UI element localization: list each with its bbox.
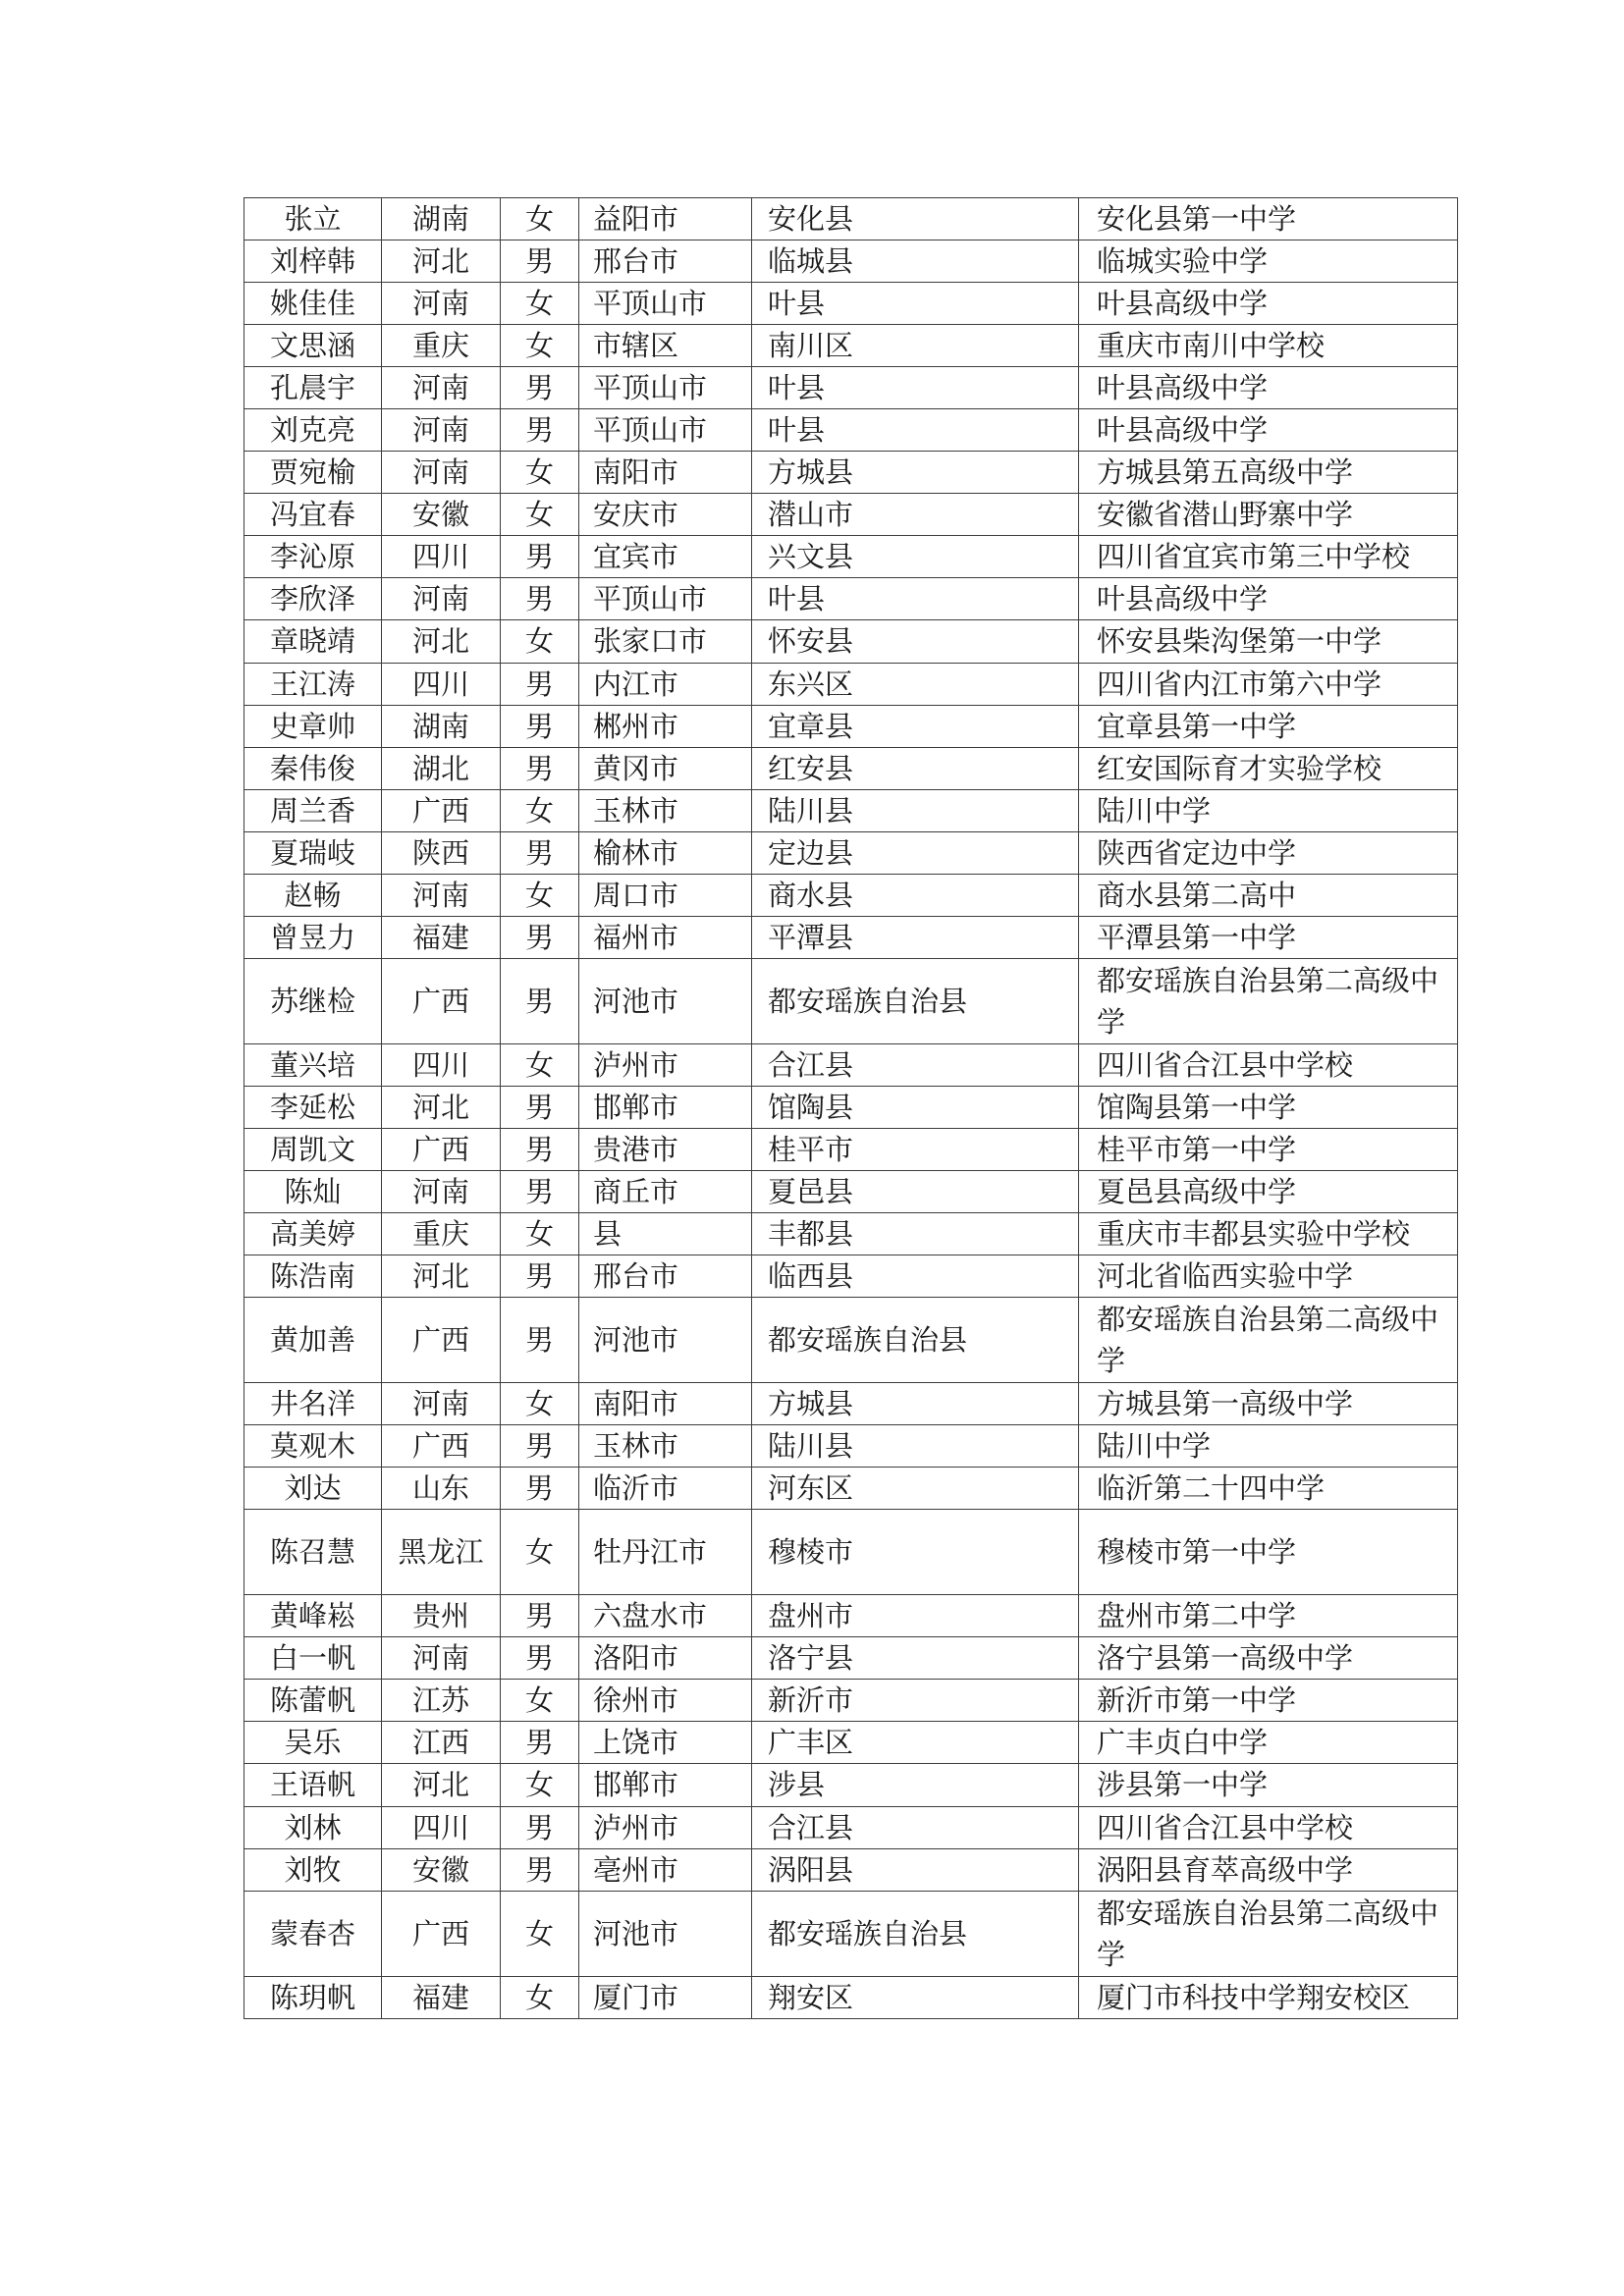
province-cell: 河北 — [382, 1086, 501, 1128]
school-cell: 安徽省潜山野寨中学 — [1079, 494, 1458, 536]
name-cell: 赵畅 — [244, 874, 382, 916]
gender-cell: 女 — [501, 1043, 579, 1086]
province-cell: 河南 — [382, 367, 501, 409]
school-cell: 方城县第一高级中学 — [1079, 1383, 1458, 1425]
table-row — [244, 283, 1458, 325]
county-cell: 陆川县 — [752, 789, 1079, 831]
province-cell: 广西 — [382, 958, 501, 1043]
table-row — [244, 494, 1458, 536]
county-cell: 叶县 — [752, 578, 1079, 620]
student-roster-table — [244, 197, 1458, 2019]
city-cell: 商丘市 — [579, 1170, 752, 1212]
county-cell: 都安瑶族自治县 — [752, 1298, 1079, 1383]
school-cell: 陆川中学 — [1079, 789, 1458, 831]
province-cell: 安徽 — [382, 1848, 501, 1891]
name-cell: 高美婷 — [244, 1213, 382, 1255]
school-cell: 平潭县第一中学 — [1079, 916, 1458, 958]
city-cell: 张家口市 — [579, 620, 752, 663]
province-cell: 河北 — [382, 240, 501, 283]
province-cell: 河南 — [382, 1383, 501, 1425]
gender-cell: 男 — [501, 409, 579, 452]
gender-cell: 女 — [501, 494, 579, 536]
city-cell: 内江市 — [579, 663, 752, 705]
province-cell: 广西 — [382, 1128, 501, 1170]
gender-cell: 男 — [501, 1806, 579, 1848]
school-cell: 叶县高级中学 — [1079, 367, 1458, 409]
table-row — [244, 747, 1458, 789]
province-cell: 广西 — [382, 1425, 501, 1468]
city-cell: 玉林市 — [579, 789, 752, 831]
name-cell: 冯宜春 — [244, 494, 382, 536]
name-cell: 黄峰崧 — [244, 1595, 382, 1637]
county-cell: 临城县 — [752, 240, 1079, 283]
county-cell: 潜山市 — [752, 494, 1079, 536]
province-cell: 安徽 — [382, 494, 501, 536]
school-cell: 临沂第二十四中学 — [1079, 1468, 1458, 1510]
school-cell: 新沂市第一中学 — [1079, 1680, 1458, 1722]
school-cell: 都安瑶族自治县第二高级中学 — [1079, 1891, 1458, 1976]
city-cell: 邢台市 — [579, 240, 752, 283]
city-cell: 郴州市 — [579, 705, 752, 747]
school-cell: 广丰贞白中学 — [1079, 1722, 1458, 1764]
name-cell: 刘梓韩 — [244, 240, 382, 283]
school-cell: 叶县高级中学 — [1079, 283, 1458, 325]
county-cell: 新沂市 — [752, 1680, 1079, 1722]
county-cell: 翔安区 — [752, 1976, 1079, 2018]
county-cell: 宜章县 — [752, 705, 1079, 747]
school-cell: 重庆市丰都县实验中学校 — [1079, 1213, 1458, 1255]
name-cell: 夏瑞岐 — [244, 831, 382, 874]
name-cell: 陈灿 — [244, 1170, 382, 1212]
province-cell: 河南 — [382, 1170, 501, 1212]
name-cell: 文思涵 — [244, 325, 382, 367]
name-cell: 王语帆 — [244, 1764, 382, 1806]
province-cell: 陕西 — [382, 831, 501, 874]
table-row — [244, 1848, 1458, 1891]
name-cell: 孔晨宇 — [244, 367, 382, 409]
county-cell: 盘州市 — [752, 1595, 1079, 1637]
school-cell: 夏邑县高级中学 — [1079, 1170, 1458, 1212]
table-row — [244, 198, 1458, 240]
gender-cell: 男 — [501, 536, 579, 578]
county-cell: 叶县 — [752, 283, 1079, 325]
name-cell: 蒙春杏 — [244, 1891, 382, 1976]
table-row — [244, 663, 1458, 705]
county-cell: 定边县 — [752, 831, 1079, 874]
table-row — [244, 240, 1458, 283]
city-cell: 河池市 — [579, 1298, 752, 1383]
county-cell: 兴文县 — [752, 536, 1079, 578]
city-cell: 牡丹江市 — [579, 1510, 752, 1595]
county-cell: 洛宁县 — [752, 1637, 1079, 1680]
school-cell: 红安国际育才实验学校 — [1079, 747, 1458, 789]
name-cell: 刘克亮 — [244, 409, 382, 452]
school-cell: 涡阳县育萃高级中学 — [1079, 1848, 1458, 1891]
gender-cell: 男 — [501, 831, 579, 874]
province-cell: 河南 — [382, 1637, 501, 1680]
gender-cell: 女 — [501, 1383, 579, 1425]
name-cell: 贾宛榆 — [244, 452, 382, 494]
gender-cell: 男 — [501, 1637, 579, 1680]
city-cell: 邯郸市 — [579, 1086, 752, 1128]
name-cell: 白一帆 — [244, 1637, 382, 1680]
city-cell: 益阳市 — [579, 198, 752, 240]
city-cell: 泸州市 — [579, 1043, 752, 1086]
county-cell: 方城县 — [752, 1383, 1079, 1425]
gender-cell: 男 — [501, 663, 579, 705]
name-cell: 苏继检 — [244, 958, 382, 1043]
name-cell: 董兴培 — [244, 1043, 382, 1086]
school-cell: 都安瑶族自治县第二高级中学 — [1079, 958, 1458, 1043]
city-cell: 临沂市 — [579, 1468, 752, 1510]
name-cell: 吴乐 — [244, 1722, 382, 1764]
city-cell: 玉林市 — [579, 1425, 752, 1468]
county-cell: 合江县 — [752, 1806, 1079, 1848]
gender-cell: 男 — [501, 367, 579, 409]
gender-cell: 女 — [501, 1976, 579, 2018]
table-row — [244, 1510, 1458, 1595]
table-row — [244, 1425, 1458, 1468]
name-cell: 井名洋 — [244, 1383, 382, 1425]
name-cell: 周凯文 — [244, 1128, 382, 1170]
city-cell: 南阳市 — [579, 452, 752, 494]
school-cell: 宜章县第一中学 — [1079, 705, 1458, 747]
city-cell: 平顶山市 — [579, 283, 752, 325]
city-cell: 周口市 — [579, 874, 752, 916]
school-cell: 穆棱市第一中学 — [1079, 1510, 1458, 1595]
table-row — [244, 325, 1458, 367]
table-row — [244, 1468, 1458, 1510]
city-cell: 榆林市 — [579, 831, 752, 874]
roster-body — [244, 198, 1458, 2019]
name-cell: 李沁原 — [244, 536, 382, 578]
table-row — [244, 1213, 1458, 1255]
province-cell: 湖南 — [382, 705, 501, 747]
table-row — [244, 1637, 1458, 1680]
school-cell: 四川省宜宾市第三中学校 — [1079, 536, 1458, 578]
table-row — [244, 1680, 1458, 1722]
gender-cell: 女 — [501, 1764, 579, 1806]
gender-cell: 女 — [501, 325, 579, 367]
table-row — [244, 1764, 1458, 1806]
province-cell: 河南 — [382, 409, 501, 452]
province-cell: 河北 — [382, 1255, 501, 1298]
gender-cell: 女 — [501, 1891, 579, 1976]
name-cell: 刘林 — [244, 1806, 382, 1848]
county-cell: 红安县 — [752, 747, 1079, 789]
table-row — [244, 789, 1458, 831]
city-cell: 河池市 — [579, 1891, 752, 1976]
province-cell: 河南 — [382, 452, 501, 494]
province-cell: 广西 — [382, 789, 501, 831]
table-row — [244, 916, 1458, 958]
school-cell: 厦门市科技中学翔安校区 — [1079, 1976, 1458, 2018]
gender-cell: 女 — [501, 620, 579, 663]
gender-cell: 男 — [501, 240, 579, 283]
county-cell: 安化县 — [752, 198, 1079, 240]
province-cell: 黑龙江 — [382, 1510, 501, 1595]
table-row — [244, 536, 1458, 578]
table-row — [244, 1976, 1458, 2018]
gender-cell: 男 — [501, 705, 579, 747]
city-cell: 厦门市 — [579, 1976, 752, 2018]
city-cell: 亳州市 — [579, 1848, 752, 1891]
name-cell: 秦伟俊 — [244, 747, 382, 789]
province-cell: 四川 — [382, 536, 501, 578]
gender-cell: 男 — [501, 578, 579, 620]
school-cell: 陕西省定边中学 — [1079, 831, 1458, 874]
gender-cell: 男 — [501, 1468, 579, 1510]
gender-cell: 女 — [501, 874, 579, 916]
province-cell: 河南 — [382, 874, 501, 916]
gender-cell: 女 — [501, 452, 579, 494]
gender-cell: 男 — [501, 747, 579, 789]
gender-cell: 男 — [501, 1722, 579, 1764]
school-cell: 叶县高级中学 — [1079, 578, 1458, 620]
province-cell: 重庆 — [382, 1213, 501, 1255]
county-cell: 叶县 — [752, 367, 1079, 409]
city-cell: 安庆市 — [579, 494, 752, 536]
table-row — [244, 1806, 1458, 1848]
name-cell: 陈召慧 — [244, 1510, 382, 1595]
name-cell: 史章帅 — [244, 705, 382, 747]
gender-cell: 女 — [501, 198, 579, 240]
name-cell: 李延松 — [244, 1086, 382, 1128]
city-cell: 泸州市 — [579, 1806, 752, 1848]
school-cell: 方城县第五高级中学 — [1079, 452, 1458, 494]
city-cell: 洛阳市 — [579, 1637, 752, 1680]
county-cell: 夏邑县 — [752, 1170, 1079, 1212]
gender-cell: 男 — [501, 1255, 579, 1298]
table-row — [244, 705, 1458, 747]
county-cell: 南川区 — [752, 325, 1079, 367]
province-cell: 广西 — [382, 1891, 501, 1976]
county-cell: 都安瑶族自治县 — [752, 958, 1079, 1043]
school-cell: 盘州市第二中学 — [1079, 1595, 1458, 1637]
county-cell: 商水县 — [752, 874, 1079, 916]
gender-cell: 女 — [501, 1510, 579, 1595]
gender-cell: 女 — [501, 789, 579, 831]
province-cell: 四川 — [382, 1043, 501, 1086]
city-cell: 邯郸市 — [579, 1764, 752, 1806]
table-row — [244, 1255, 1458, 1298]
school-cell: 桂平市第一中学 — [1079, 1128, 1458, 1170]
county-cell: 馆陶县 — [752, 1086, 1079, 1128]
table-row — [244, 1595, 1458, 1637]
name-cell: 张立 — [244, 198, 382, 240]
table-row — [244, 958, 1458, 1043]
gender-cell: 女 — [501, 283, 579, 325]
school-cell: 陆川中学 — [1079, 1425, 1458, 1468]
name-cell: 李欣泽 — [244, 578, 382, 620]
city-cell: 平顶山市 — [579, 409, 752, 452]
province-cell: 山东 — [382, 1468, 501, 1510]
table-row — [244, 1170, 1458, 1212]
name-cell: 陈浩南 — [244, 1255, 382, 1298]
school-cell: 涉县第一中学 — [1079, 1764, 1458, 1806]
gender-cell: 男 — [501, 1595, 579, 1637]
table-row — [244, 1891, 1458, 1976]
city-cell: 六盘水市 — [579, 1595, 752, 1637]
county-cell: 叶县 — [752, 409, 1079, 452]
name-cell: 章晓靖 — [244, 620, 382, 663]
province-cell: 四川 — [382, 1806, 501, 1848]
province-cell: 四川 — [382, 663, 501, 705]
county-cell: 河东区 — [752, 1468, 1079, 1510]
city-cell: 县 — [579, 1213, 752, 1255]
province-cell: 福建 — [382, 916, 501, 958]
county-cell: 方城县 — [752, 452, 1079, 494]
city-cell: 平顶山市 — [579, 367, 752, 409]
table-row — [244, 367, 1458, 409]
table-row — [244, 620, 1458, 663]
school-cell: 馆陶县第一中学 — [1079, 1086, 1458, 1128]
gender-cell: 男 — [501, 916, 579, 958]
city-cell: 市辖区 — [579, 325, 752, 367]
gender-cell: 女 — [501, 1680, 579, 1722]
county-cell: 陆川县 — [752, 1425, 1079, 1468]
name-cell: 莫观木 — [244, 1425, 382, 1468]
province-cell: 河南 — [382, 578, 501, 620]
table-row — [244, 1043, 1458, 1086]
school-cell: 四川省合江县中学校 — [1079, 1806, 1458, 1848]
province-cell: 江苏 — [382, 1680, 501, 1722]
city-cell: 上饶市 — [579, 1722, 752, 1764]
city-cell: 福州市 — [579, 916, 752, 958]
name-cell: 姚佳佳 — [244, 283, 382, 325]
table-row — [244, 452, 1458, 494]
county-cell: 合江县 — [752, 1043, 1079, 1086]
county-cell: 平潭县 — [752, 916, 1079, 958]
gender-cell: 女 — [501, 1213, 579, 1255]
province-cell: 湖北 — [382, 747, 501, 789]
gender-cell: 男 — [501, 1128, 579, 1170]
school-cell: 河北省临西实验中学 — [1079, 1255, 1458, 1298]
school-cell: 都安瑶族自治县第二高级中学 — [1079, 1298, 1458, 1383]
gender-cell: 男 — [501, 1086, 579, 1128]
school-cell: 四川省合江县中学校 — [1079, 1043, 1458, 1086]
table-row — [244, 831, 1458, 874]
table-row — [244, 1722, 1458, 1764]
gender-cell: 男 — [501, 958, 579, 1043]
province-cell: 江西 — [382, 1722, 501, 1764]
county-cell: 丰都县 — [752, 1213, 1079, 1255]
table-row — [244, 1383, 1458, 1425]
school-cell: 叶县高级中学 — [1079, 409, 1458, 452]
name-cell: 王江涛 — [244, 663, 382, 705]
school-cell: 重庆市南川中学校 — [1079, 325, 1458, 367]
province-cell: 广西 — [382, 1298, 501, 1383]
school-cell: 安化县第一中学 — [1079, 198, 1458, 240]
city-cell: 南阳市 — [579, 1383, 752, 1425]
city-cell: 宜宾市 — [579, 536, 752, 578]
name-cell: 周兰香 — [244, 789, 382, 831]
city-cell: 贵港市 — [579, 1128, 752, 1170]
city-cell: 邢台市 — [579, 1255, 752, 1298]
province-cell: 河北 — [382, 620, 501, 663]
province-cell: 河南 — [382, 283, 501, 325]
gender-cell: 男 — [501, 1298, 579, 1383]
school-cell: 临城实验中学 — [1079, 240, 1458, 283]
county-cell: 穆棱市 — [752, 1510, 1079, 1595]
table-row — [244, 578, 1458, 620]
school-cell: 洛宁县第一高级中学 — [1079, 1637, 1458, 1680]
table-row — [244, 1298, 1458, 1383]
county-cell: 怀安县 — [752, 620, 1079, 663]
county-cell: 涡阳县 — [752, 1848, 1079, 1891]
school-cell: 商水县第二高中 — [1079, 874, 1458, 916]
city-cell: 河池市 — [579, 958, 752, 1043]
name-cell: 刘达 — [244, 1468, 382, 1510]
province-cell: 河北 — [382, 1764, 501, 1806]
county-cell: 临西县 — [752, 1255, 1079, 1298]
table-row — [244, 1086, 1458, 1128]
county-cell: 桂平市 — [752, 1128, 1079, 1170]
name-cell: 陈蕾帆 — [244, 1680, 382, 1722]
name-cell: 黄加善 — [244, 1298, 382, 1383]
county-cell: 涉县 — [752, 1764, 1079, 1806]
gender-cell: 男 — [501, 1425, 579, 1468]
province-cell: 湖南 — [382, 198, 501, 240]
gender-cell: 男 — [501, 1848, 579, 1891]
name-cell: 刘牧 — [244, 1848, 382, 1891]
gender-cell: 男 — [501, 1170, 579, 1212]
name-cell: 陈玥帆 — [244, 1976, 382, 2018]
table-row — [244, 409, 1458, 452]
school-cell: 四川省内江市第六中学 — [1079, 663, 1458, 705]
province-cell: 贵州 — [382, 1595, 501, 1637]
school-cell: 怀安县柴沟堡第一中学 — [1079, 620, 1458, 663]
city-cell: 平顶山市 — [579, 578, 752, 620]
county-cell: 都安瑶族自治县 — [752, 1891, 1079, 1976]
province-cell: 福建 — [382, 1976, 501, 2018]
table-row — [244, 874, 1458, 916]
name-cell: 曾昱力 — [244, 916, 382, 958]
province-cell: 重庆 — [382, 325, 501, 367]
county-cell: 东兴区 — [752, 663, 1079, 705]
table-row — [244, 1128, 1458, 1170]
county-cell: 广丰区 — [752, 1722, 1079, 1764]
city-cell: 徐州市 — [579, 1680, 752, 1722]
city-cell: 黄冈市 — [579, 747, 752, 789]
